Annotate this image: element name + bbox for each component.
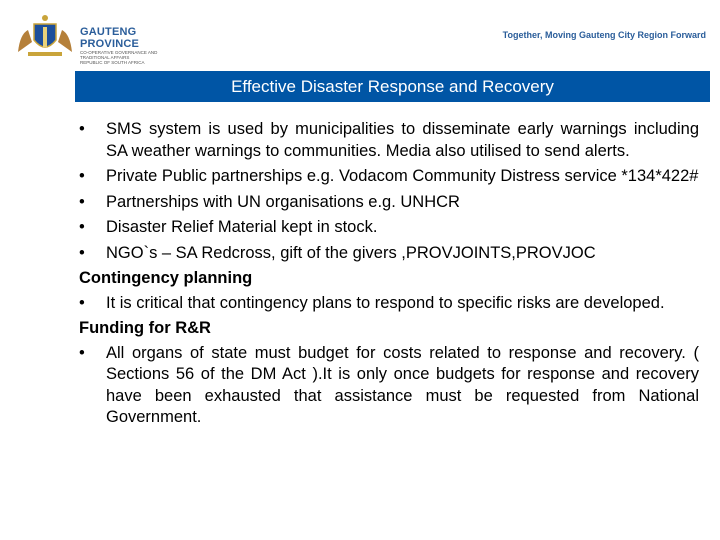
bullet-text: NGO`s – SA Redcross, gift of the givers ,PROVJOINTS,PROVJOC (106, 243, 596, 262)
bullet-item (79, 166, 699, 188)
bullet-item (79, 119, 699, 162)
bullet-item (79, 293, 699, 315)
brand-sub: TRADITIONAL AFFAIRS (80, 55, 130, 60)
bullet-icon: • (79, 243, 85, 262)
section-heading: Contingency planning (79, 269, 253, 287)
tagline: Together, Moving Gauteng City Region Forward (502, 30, 706, 40)
slide-body (79, 119, 699, 433)
bullet-icon: • (79, 120, 85, 138)
bullet-item (79, 192, 699, 214)
gauteng-logo (14, 12, 189, 65)
bullet-icon: • (79, 192, 85, 211)
bullet-item (79, 217, 699, 239)
coat-of-arms-icon (14, 12, 76, 58)
section-heading: Funding for R&R (79, 319, 211, 337)
bullet-icon: • (79, 218, 85, 236)
slide-title: Effective Disaster Response and Recovery (75, 71, 710, 102)
bullet-icon: • (79, 293, 85, 312)
bullet-text: All organs of state must budget for costs related to response and recovery. ( Sections 56 of the DM Act ).It is only once budgets for response and recovery have been exhausted that assistance must be requested from National Government. (106, 343, 699, 426)
bullet-item (79, 343, 699, 429)
brand-sub: REPUBLIC OF SOUTH AFRICA (80, 60, 145, 65)
bullet-text: SMS system is used by municipalities to disseminate early warnings including SA weather warnings to communities. Media also utilised to send alerts. (106, 120, 699, 160)
bullet-item (79, 243, 699, 265)
bullet-icon: • (79, 167, 85, 185)
bullet-text: Partnerships with UN organisations e.g. UNHCR (106, 192, 460, 211)
brand-name: GAUTENG PROVINCE (80, 26, 140, 50)
bullet-text: Private Public partnerships e.g. Vodacom Community Distress service *134*422# (106, 167, 699, 185)
bullet-icon: • (79, 343, 85, 362)
bullet-text: Disaster Relief Material kept in stock. (106, 218, 378, 236)
bullet-text: It is critical that contingency plans to respond to specific risks are developed. (106, 293, 665, 312)
brand-sub: CO-OPERATIVE GOVERNANCE AND (80, 50, 158, 55)
